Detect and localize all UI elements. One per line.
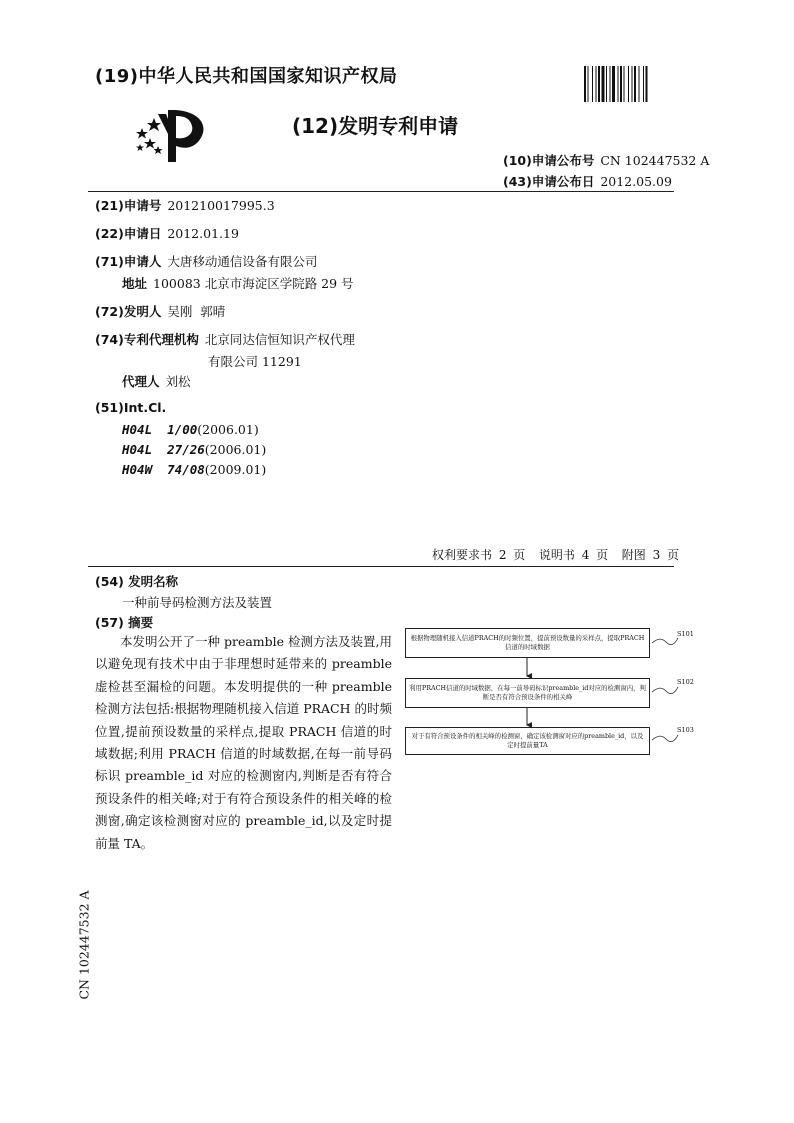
agency-label: (74)专利代理机构 [95,332,199,347]
ipc-label: (51)Int.Cl. [95,400,167,415]
applicant: 大唐移动通信设备有限公司 [167,254,318,269]
inventors-label: (72)发明人 [95,304,162,319]
publication-number: CN 102447532 A [600,153,710,168]
cnipa-logo-icon [128,104,214,168]
document-type: (12)发明专利申请 [292,114,459,138]
flowchart-connectors [400,620,700,770]
application-number-line [95,196,275,214]
agency-line-2 [208,352,302,370]
counts-divider [88,566,674,567]
address-line [122,274,354,292]
application-number-label: (21)申请号 [95,198,162,213]
address: 100083 北京市海淀区学院路 29 号 [153,276,354,291]
applicant-line [95,252,317,270]
agent-label: 代理人 [122,374,160,389]
title-label: (54) 发明名称 [95,574,179,589]
agent-line [122,372,191,390]
ipc-label-line [95,400,166,415]
office-name: (19)中华人民共和国国家知识产权局 [95,66,398,87]
application-date-label: (22)申请日 [95,226,162,241]
step-leader-line [652,687,678,694]
flow-step-box: 根据物理随机接入信道PRACH的时频位置，提前预设数量的采样点，提取PRACH信道的时域数据 [405,628,650,658]
publication-date-label: (43)申请公布日 [503,174,595,189]
step-label: S102 [677,678,694,686]
ipc-version: (2009.01) [204,462,267,477]
invention-title: 一种前导码检测方法及装置 [122,595,273,610]
inventors-line [95,302,225,320]
abstract-label: (57) 摘要 [95,615,154,630]
side-publication-number-text: CN 102447532 A [76,890,92,1000]
publication-date-line [503,172,672,190]
abstract-text: 本发明公开了一种 preamble 检测方法及装置,用以避免现有技术中由于非理想时延带来的 preamble 虚检甚至漏检的问题。本发明提供的一种 preamble 检测方法包括:根据物理随机接入信道 PRACH 的时频位置,提前预设数量的采样点,提取 PRACH 信道的时域数据;利用 PRACH 信道的时域数据,在每一前导码标识 preamble_id 对应的检测窗内,判断是否有符合预设条件的相关峰;对于有符合预设条件的相关峰的检测窗,确定该检测窗对应的 preamble_id,以及定时提前量 TA。 [95,634,392,851]
step-leader-line [652,638,678,645]
side-publication-number [64,890,104,1000]
application-date-line [95,224,239,242]
applicant-label: (71)申请人 [95,254,162,269]
step-label: S103 [677,726,694,734]
ipc-code: H04W 74/08 [122,462,205,477]
header-divider [88,191,674,192]
flow-step-box: 利用PRACH信道的时域数据，在每一前导码标识preamble_id对应的检测窗内，判断是否有符合预设条件的相关峰 [405,678,650,708]
application-date: 2012.01.19 [167,226,239,241]
ipc-code: H04L 1/00 [122,422,198,437]
publication-number-label: (10)申请公布号 [503,153,595,168]
agent: 刘松 [165,374,191,389]
ipc-entry [122,422,259,437]
publication-number-line [503,151,709,169]
ipc-code: H04L 27/26 [122,442,205,457]
agency: 北京同达信恒知识产权代理 [204,332,355,347]
application-number: 201210017995.3 [167,198,275,213]
inventors: 吴刚 郭晴 [167,304,226,319]
step-leader-line [652,735,678,742]
ipc-entry [122,442,266,457]
ipc-version: (2006.01) [197,422,259,437]
barcode [584,66,674,102]
step-label: S101 [677,630,694,638]
agency-continued: 有限公司 11291 [208,354,302,369]
agency-line [95,330,355,348]
address-label: 地址 [122,276,148,291]
flow-step-box: 对于有符合预设条件的相关峰的检测窗，确定该检测窗对应的preamble_id，以及定时提前量TA [405,727,650,755]
ipc-entry [122,462,266,477]
ipc-version: (2006.01) [204,442,267,457]
page-counts: 权利要求书 2 页 说明书 4 页 附图 3 页 [432,548,680,562]
publication-date: 2012.05.09 [600,174,672,189]
